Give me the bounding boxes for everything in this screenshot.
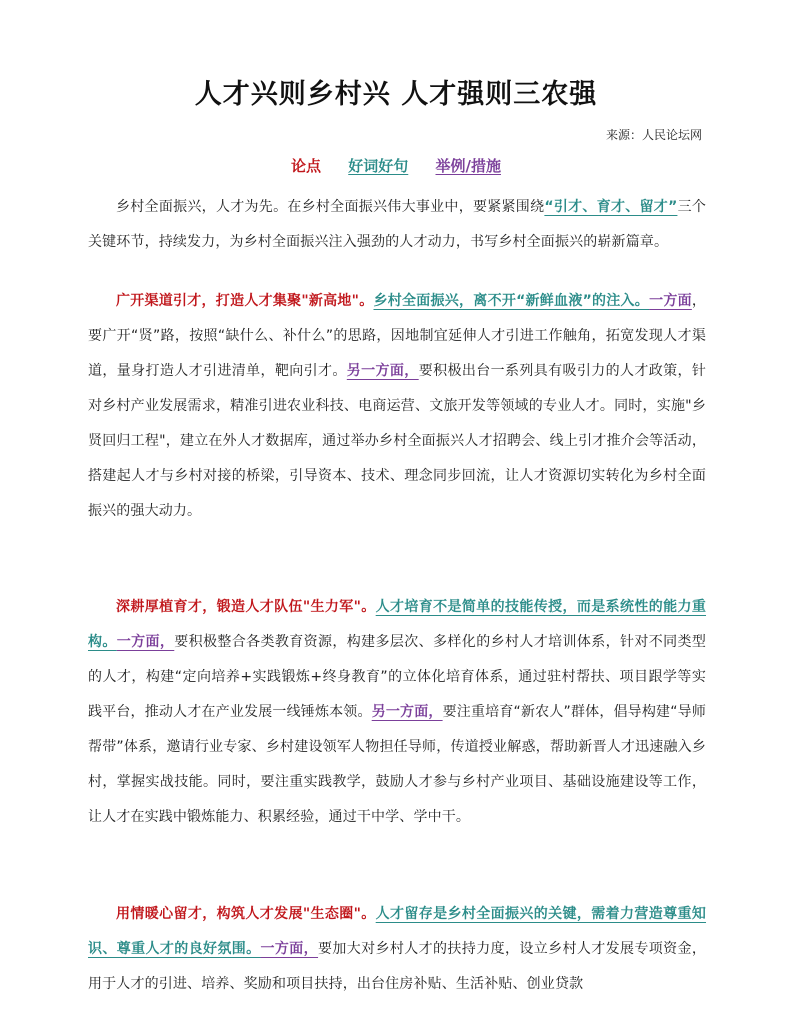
thesis-highlight: 用情暖心留才，构筑人才发展"生态圈"。 <box>116 906 376 922</box>
example-marker: 另一方面， <box>346 363 419 379</box>
text: 乡村全面振兴，人才为先。在乡村全面振兴伟大事业中，要紧紧围绕 <box>116 199 545 215</box>
example-marker: 另一方面， <box>371 704 443 720</box>
paragraph-intro <box>88 190 706 260</box>
annotation-legend <box>0 155 792 176</box>
phrase-highlight: 人才留存是乡村全面振兴的关键，需着力营造尊重知识、尊重人才的良好氛围。 <box>88 906 707 957</box>
phrase-highlight: 乡村全面振兴，离不开“新鲜血液”的注入。 <box>373 293 650 309</box>
text: 要积极出台一系列具有吸引力的人才政策，针对乡村产业发展需求，精准引进农业科技、电商运营、文旅开发等领域的专业人才。同时，实施"乡贤回归工程"，建立在外人才数据库，通过举办乡村全面振兴人才招聘会、线上引才推介会等活动，搭建起人才与乡村对接的桥梁，引导资本、技术、理念同步回流，让人才资源切实转化为乡村全面振兴的强大动力。 <box>88 363 707 519</box>
paragraph-retain <box>88 897 706 1002</box>
text: 要加大对乡村人才的扶持力度，设立乡村人才发展专项资金，用于人才的引进、培养、奖励和项目扶持，出台住房补贴、生活补贴、创业贷款 <box>88 941 706 992</box>
text: ，要广开“贤”路，按照“缺什么、补什么”的思路，因地制宜延伸人才引进工作触角，拓宽发现人才渠道，量身打造人才引进清单，靶向引才。 <box>88 293 707 379</box>
source-line: 来源：人民论坛网 <box>605 128 702 142</box>
example-marker: 一方面， <box>260 941 319 957</box>
example-marker: 一方面 <box>649 293 692 309</box>
text: 三个关键环节，持续发力，为乡村全面振兴注入强劲的人才动力，书写乡村全面振兴的崭新篇章。 <box>88 199 706 250</box>
legend-phrases: 好词好句 <box>348 157 409 175</box>
legend-point: 论点 <box>291 157 322 175</box>
document-title: 人才兴则乡村兴 人才强则三农强 <box>194 79 598 110</box>
legend-examples: 举例/措施 <box>435 157 501 175</box>
text: 要注重培育“新农人”群体，倡导构建“导师帮带”体系，邀请行业专家、乡村建设领军人物担任导师，传道授业解惑，帮助新晋人才迅速融入乡村，掌握实战技能。同时，要注重实践教学，鼓励人才参与乡村产业项目、基础设施建设等工作，让人才在实践中锻炼能力、积累经验，通过干中学、学中干。 <box>88 704 707 825</box>
phrase-highlight: 人才培育不是简单的技能传授，而是系统性的能力重构。 <box>88 599 707 650</box>
example-marker: 一方面， <box>116 634 175 650</box>
paragraph-recruit <box>88 284 706 529</box>
paragraph-cultivate <box>88 590 706 835</box>
thesis-highlight: 深耕厚植育才，锻造人才队伍"生力军"。 <box>116 599 376 615</box>
phrase-highlight: “引才、育才、留才” <box>544 199 678 215</box>
thesis-highlight: 广开渠道引才，打造人才集聚"新高地"。 <box>116 293 374 309</box>
text: 要积极整合各类教育资源，构建多层次、多样化的乡村人才培训体系，针对不同类型的人才，构建“定向培养+实践锻炼+终身教育”的立体化培育体系，通过驻村帮扶、项目跟学等实践平台，推动人才在产业发展一线锤炼本领。 <box>88 634 706 720</box>
